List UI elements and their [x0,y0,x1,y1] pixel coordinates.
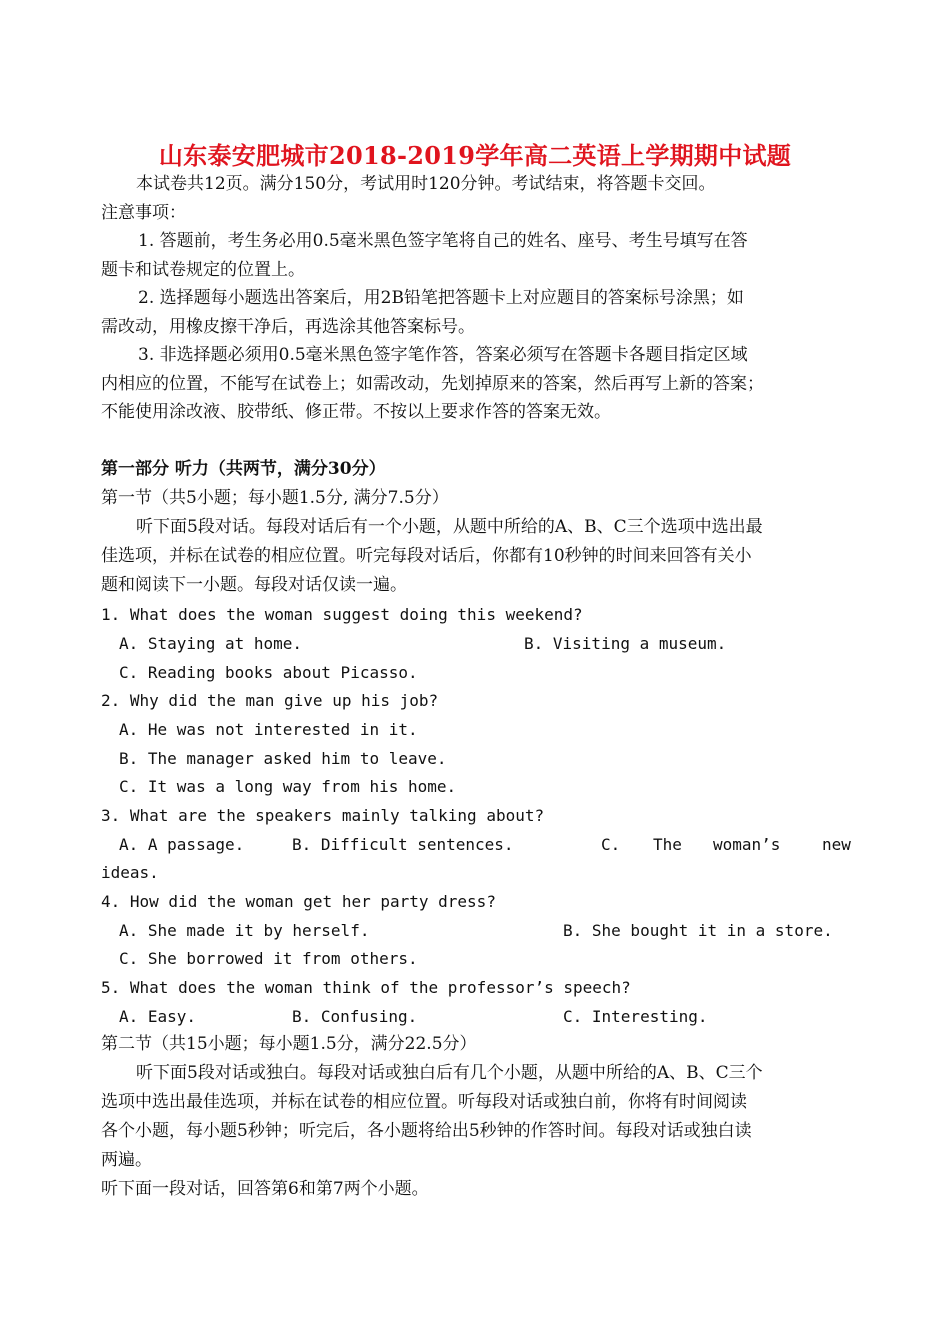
question-2-option-b: B. The manager asked him to leave. [119,749,447,768]
question-2-option-c: C. It was a long way from his home. [119,777,457,796]
question-3-option-b: B. Difficult sentences. [292,835,514,854]
section-1-heading: 第一节（共5小题；每小题1.5分, 满分7.5分） [101,488,449,508]
question-4-stem: 4. How did the woman get her party dress? [101,892,496,911]
part-1-heading: 第一部分 听力（共两节，满分30分） [101,459,386,479]
note-2-line-1: 2. 选择题每小题选出答案后，用2B铅笔把答题卡上对应题目的答案标号涂黑；如 [138,288,744,308]
question-5-option-a: A. Easy. [119,1007,197,1026]
question-4-option-c: C. She borrowed it from others. [119,949,418,968]
question-3-option-c-word-1: The [653,835,682,854]
note-1-line-2: 题卡和试卷规定的位置上。 [101,260,305,280]
section-1-directions-line-1: 听下面5段对话。每段对话后有一个小题，从题中所给的A、B、C三个选项中选出最 [136,517,763,537]
question-3-option-a: A. A passage. [119,835,245,854]
section-2-directions-line-2: 选项中选出最佳选项，并标在试卷的相应位置。听每段对话或独白前，你将有时间阅读 [101,1092,747,1112]
question-2-option-a: A. He was not interested in it. [119,720,418,739]
section-1-directions-line-2: 佳选项，并标在试卷的相应位置。听完每段对话后，你都有10秒钟的时间来回答有关小 [101,546,752,566]
question-1-option-a: A. Staying at home. [119,634,303,653]
question-1-option-c: C. Reading books about Picasso. [119,663,418,682]
note-2-line-2: 需改动，用橡皮擦干净后，再选涂其他答案标号。 [101,317,475,337]
note-3-line-1: 3. 非选择题必须用0.5毫米黑色签字笔作答，答案必须写在答题卡各题目指定区域 [138,345,748,365]
section-1-directions-line-3: 题和阅读下一小题。每段对话仅读一遍。 [101,575,407,595]
question-3-option-c-word-3: new [822,835,851,854]
question-5-option-c: C. Interesting. [563,1007,708,1026]
intro-text: 本试卷共12页。满分150分，考试用时120分钟。考试结束，将答题卡交回。 [136,174,716,194]
question-5-option-b: B. Confusing. [292,1007,418,1026]
page-title: 山东泰安肥城市2018-2019学年高二英语上学期期中试题 [158,141,792,170]
question-2-stem: 2. Why did the man give up his job? [101,691,439,710]
question-4-option-a: A. She made it by herself. [119,921,370,940]
question-1-stem: 1. What does the woman suggest doing this weekend? [101,605,583,624]
section-2-directions-line-4: 两遍。 [101,1150,152,1170]
note-3-line-2: 内相应的位置，不能写在试卷上；如需改动，先划掉原来的答案，然后再写上新的答案； [101,374,764,394]
note-3-line-3: 不能使用涂改液、胶带纸、修正带。不按以上要求作答的答案无效。 [101,402,611,422]
section-2-heading: 第二节（共15小题；每小题1.5分，满分22.5分） [101,1034,477,1054]
question-3-option-c-letter: C. [601,835,621,854]
section-2-directions-line-3: 各个小题，每小题5秒钟；听完后，各小题将给出5秒钟的作答时间。每段对话或独白读 [101,1121,752,1141]
question-4-option-b: B. She bought it in a store. [563,921,833,940]
question-5-stem: 5. What does the woman think of the professor’s speech? [101,978,631,997]
section-2-instruction: 听下面一段对话，回答第6和第7两个小题。 [101,1179,429,1199]
question-1-option-b: B. Visiting a museum. [524,634,727,653]
note-1-line-1: 1. 答题前，考生务必用0.5毫米黑色签字笔将自己的姓名、座号、考生号填写在答 [138,231,748,251]
notice-heading: 注意事项： [101,203,186,223]
question-3-stem: 3. What are the speakers mainly talking about? [101,806,545,825]
question-3-option-c-word-2: woman’s [713,835,781,854]
section-2-directions-line-1: 听下面5段对话或独白。每段对话或独白后有几个小题，从题中所给的A、B、C三个 [136,1063,763,1083]
question-3-option-c-continued: ideas. [101,863,159,882]
